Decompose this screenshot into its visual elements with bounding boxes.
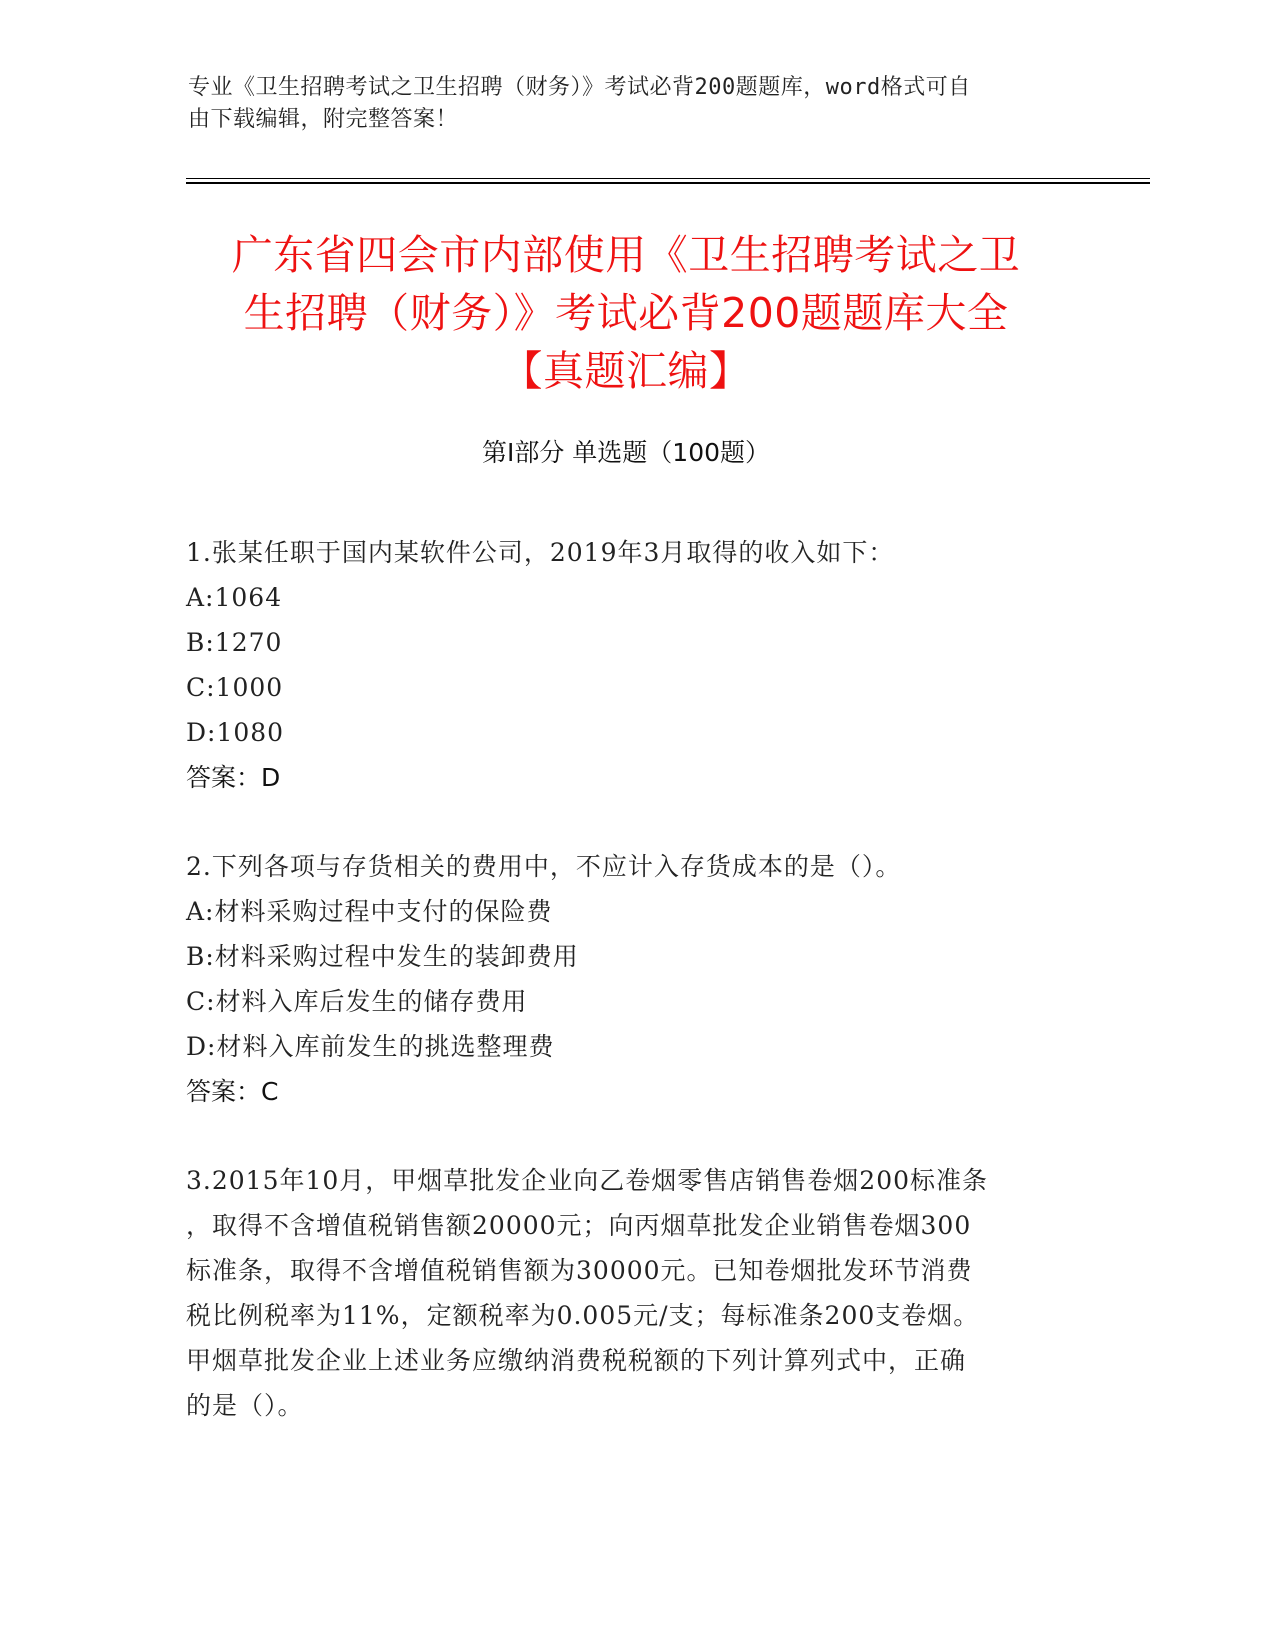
question-stem-line-2: ，取得不含增值税销售额20000元；向丙烟草批发企业销售卷烟300 [186, 1211, 972, 1240]
question-2 [186, 844, 1086, 1114]
question-1 [186, 530, 1086, 800]
question-3 [186, 1158, 1086, 1428]
option-d: D:1080 [186, 718, 285, 747]
option-b: B:1270 [186, 628, 283, 657]
question-stem-line-4: 税比例税率为11%，定额税率为0.005元/支；每标准条200支卷烟。 [186, 1301, 980, 1330]
option-a: A:材料采购过程中支付的保险费 [186, 897, 553, 926]
question-stem-line-6: 的是（）。 [186, 1391, 304, 1420]
question-stem-line-1: 3.2015年10月，甲烟草批发企业向乙卷烟零售店销售卷烟200标准条 [186, 1166, 989, 1195]
question-stem: 1.张某任职于国内某软件公司，2019年3月取得的收入如下： [186, 538, 895, 567]
title-line-2: 生招聘（财务）》考试必背200题题库大全 [243, 289, 1009, 337]
header-note-line-2: 由下载编辑，附完整答案！ [188, 107, 459, 132]
question-stem: 2.下列各项与存货相关的费用中，不应计入存货成本的是（）。 [186, 852, 902, 881]
question-stem-line-3: 标准条，取得不含增值税销售额为30000元。已知卷烟批发环节消费 [186, 1256, 973, 1285]
answer: 答案：D [186, 763, 281, 792]
header-rule-thin [186, 178, 1150, 179]
option-c: C:材料入库后发生的储存费用 [186, 987, 528, 1016]
section-heading: 第I部分 单选题（100题） [481, 438, 771, 467]
title-line-3: 【真题汇编】 [501, 347, 751, 395]
header-note [188, 72, 1088, 136]
option-d: D:材料入库前发生的挑选整理费 [186, 1032, 555, 1061]
question-list [186, 530, 1086, 1472]
title-line-1: 广东省四会市内部使用《卫生招聘考试之卫 [231, 231, 1021, 279]
header-note-line-1: 专业《卫生招聘考试之卫生招聘（财务）》考试必背200题题库，word格式可自 [188, 75, 971, 100]
option-a: A:1064 [186, 583, 283, 612]
option-c: C:1000 [186, 673, 284, 702]
header-rule-thick [186, 182, 1150, 184]
answer: 答案：C [186, 1077, 279, 1106]
option-b: B:材料采购过程中发生的装卸费用 [186, 942, 579, 971]
document-title [186, 226, 1066, 400]
question-stem-line-5: 甲烟草批发企业上述业务应缴纳消费税税额的下列计算列式中，正确 [186, 1346, 967, 1375]
